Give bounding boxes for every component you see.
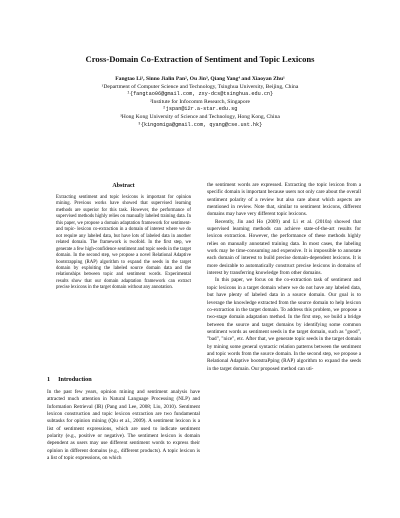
abstract-body	[56, 195, 191, 292]
abstract-heading: Abstract	[112, 183, 135, 189]
email-tsinghua: ¹{fangtao06@gmail.com, zxy-dcs@tsinghua.edu.cn}	[126, 91, 274, 98]
intro-paragraph-1: In the past few years, opinion mining and sentiment analysis have attracted much attention in Natural Language Processing (NLP) and Information Retrieval (IR) (Pang and Lee, 2008; Liu, 2010). Sentiment lexicon construction and topic lexicon extraction are two fundamental subtasks for opinion mining (Qiu et al., 2009). A sentiment lexicon is a list of sentiment expressions, which are used to indicate sentiment polarity (e.g., positive or negative). The sentiment lexicon is domain dependent as users may use different sentiment words to express their opinion in different domains (e.g., different products). A topic lexicon is a list of topic expressions, on which	[47, 389, 200, 462]
author-block	[0, 76, 400, 129]
right-paragraph-2: Recently, Jin and Ho (2009) and Li et al. (2010a) showed that supervised learning methods can achieve state-of-the-art results for lexicon extraction. However, the performance of these methods highly relies on manually annotated training data. In most cases, the labeling work may be time-consuming and expensive. It is impossible to annotate each domain of interest to build precise domain-dependent lexicons. It is more desirable to automatically construct precise lexicons in domains of interest by transferring knowledge from other domains.	[207, 218, 361, 277]
right-paragraph-1: the sentiment words are expressed. Extracting the topic lexicon from a specific domain is important because users not only care about the overall sentiment polarity of a review but also care about which aspects are mentioned in review. Note that, similar to sentiment lexicons, different domains may have very different topic lexicons.	[207, 182, 361, 218]
section-heading	[47, 376, 100, 384]
affiliation-tsinghua: ¹Department of Computer Science and Technology, Tsinghua University, Beijing, China	[101, 83, 299, 90]
introduction-left-column	[47, 389, 200, 462]
right-paragraph-3: In this paper, we focus on the co-extraction task of sentiment and topic lexicons in a target domain where we do not have any labeled data, but have plenty of labeled data in a source domain. Our goal is to leverage the knowledge extracted from the source domain to help lexicon co-extraction in the target domain. To address this problem, we propose a two-stage domain adaptation method. In the first step, we build a bridge between the source and target domains by identifying some common sentiment words as sentiment seeds in the target domain, such as "good", "bad", "nice", etc. After that, we generate topic seeds in the target domain by mining some general syntactic relation patterns between the sentiment and topic words from the source domain. In the second step, we propose a Relational Adaptive bootstraPping (RAP) algorithm to expand the seeds in the target domain. Our proposed method can uti-	[207, 277, 361, 372]
paper-title: Cross-Domain Co-Extraction of Sentiment and Topic Lexicons	[85, 54, 315, 64]
affiliation-i2r: ²Institute for Infocomm Research, Singapore	[149, 98, 250, 105]
email-hkust: ³{kingomiga@gmail.com, qyang@cse.ust.hk}	[137, 121, 263, 128]
section-number: 1	[47, 376, 51, 383]
email-i2r: ²jspan@i2r.a-star.edu.sg	[162, 106, 238, 113]
affiliation-hkust: ³Hong Kong University of Science and Technology, Hong Kong, China	[120, 113, 280, 120]
author-names: Fangtao Li¹, Sinno Jialin Pan², Ou Jin³, Qiang Yang⁴ and Xiaoyan Zhu¹	[115, 76, 285, 82]
abstract-text: Extracting sentiment and topic lexicons is important for opinion mining. Previous works have showed that supervised learning methods are superior for this task. However, the performance of supervised methods highly relies on manually labeled training data. In this paper, we propose a domain adaptation framework for sentiment- and topic- lexicon co-extraction in a domain of interest where we do not require any labeled data, but have lots of labeled data in another related domain. The framework is twofold. In the first step, we generate a few high-confidence sentiment and topic seeds in the target domain. In the second step, we propose a novel Relational Adaptive bootstrapping (RAP) algorithm to expand the seeds in the target domain by exploiting the labeled source domain data and the relationships between topic and sentiment words. Experimental results show that our domain adaptation framework can extract precise lexicons in the target domain without any annotation.	[56, 195, 191, 291]
section-title: Introduction	[58, 376, 92, 383]
right-column	[207, 182, 361, 373]
